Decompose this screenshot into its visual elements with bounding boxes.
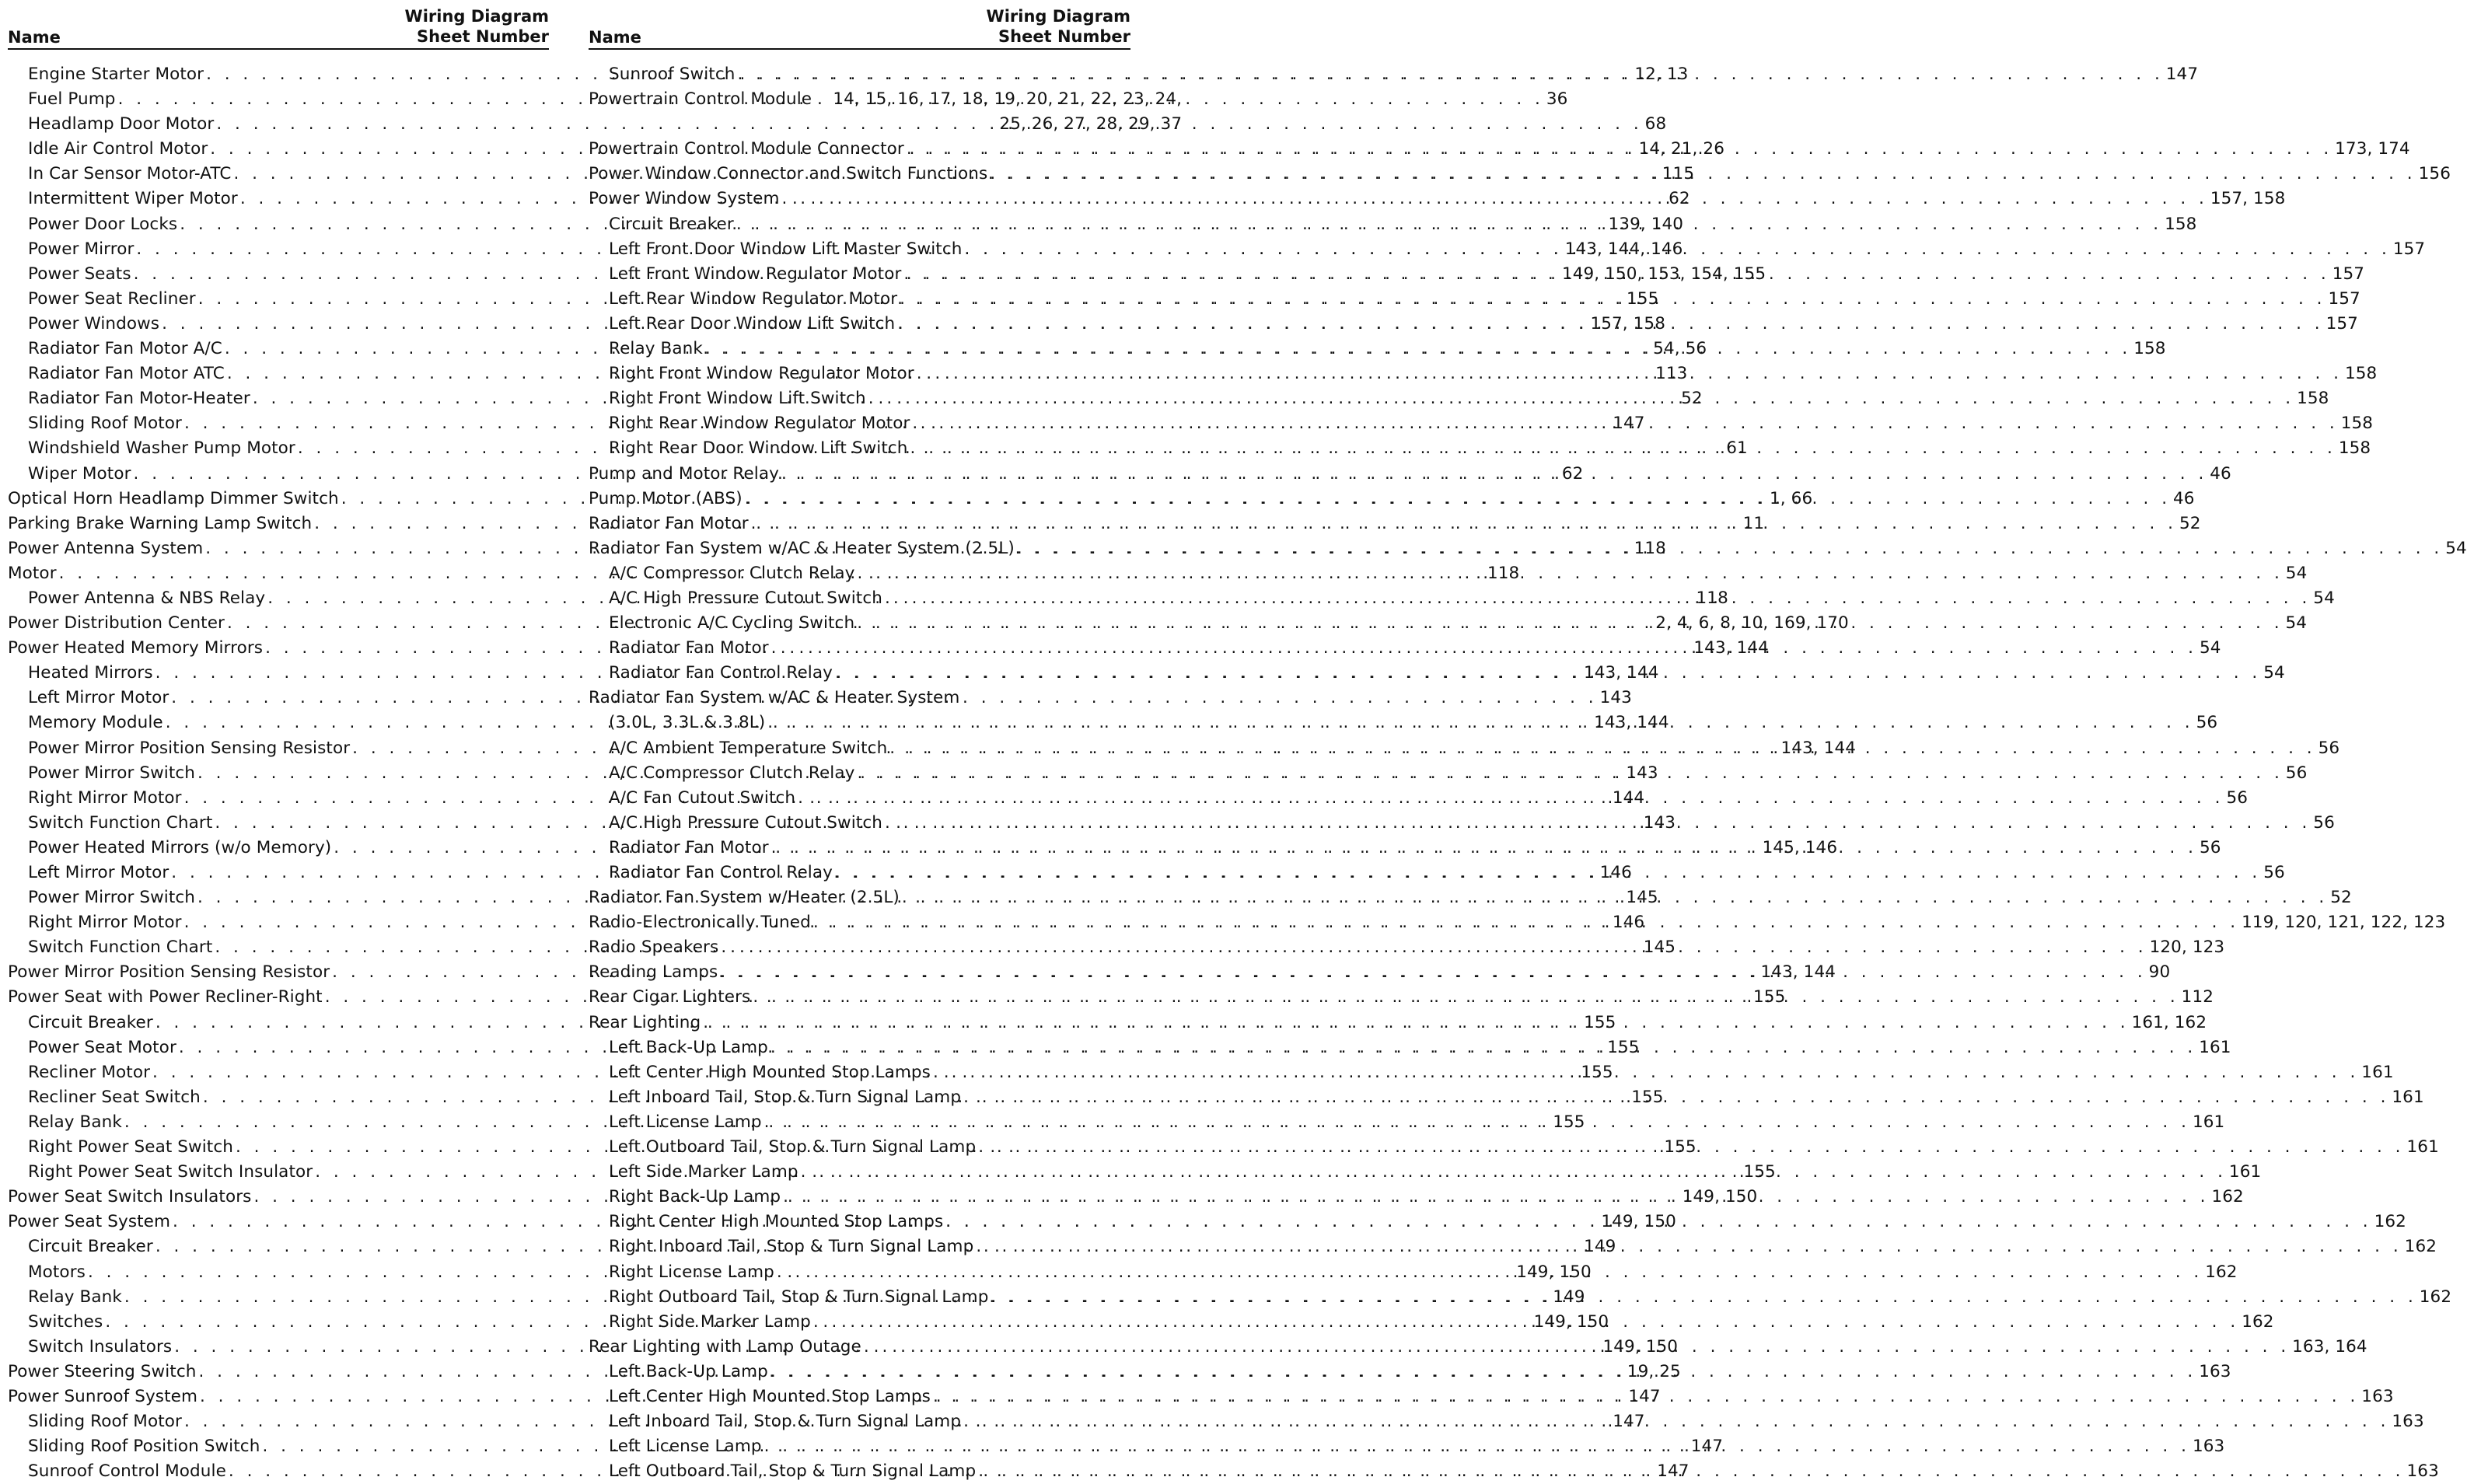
entry-name: Recliner Motor (28, 1062, 151, 1082)
entry-sheet-numbers: 52 (2179, 513, 2201, 533)
entry-sheet-numbers: 56 (2226, 787, 2248, 808)
entry-name: Powertrain Control Module Connector (589, 139, 904, 159)
entry-name: Right Front Window Lift Switch (609, 389, 866, 409)
entry-sheet-numbers: 36 (1546, 89, 1568, 110)
entry-name: Power Mirror Switch (28, 763, 195, 783)
entry-name: Right Power Seat Switch Insulator (28, 1162, 313, 1182)
entry-sheet-numbers: 158 (2297, 389, 2329, 409)
entry-name: Sliding Roof Position Switch (28, 1437, 260, 1457)
entry-sheet-numbers: 139, 140 (1608, 214, 1684, 234)
entry-name: Motor (8, 563, 57, 583)
entry-sheet-numbers: 46 (2173, 488, 2195, 508)
entry-name: Sunroof Switch (609, 65, 736, 84)
entry-sheet-numbers: 149, 150 (1516, 1262, 1592, 1282)
entry-name: Reading Lamps (589, 962, 718, 983)
entry-sheet-numbers: 163 (2406, 1461, 2439, 1482)
entry-name: Radio Speakers (589, 938, 719, 958)
entry-name: Power Mirror (28, 239, 135, 259)
leader-dots (945, 1210, 2371, 1234)
leader-dots (857, 561, 2283, 586)
entry-name: Power Window Connector and Switch Functions (589, 164, 988, 184)
leader-dots (991, 1285, 2416, 1310)
entry-sheet-numbers: 14, 15, 16, 17, 18, 19, 20, 21, 22, 23, 24, 25, 26, 27, 28, 29, 37 (833, 89, 1183, 134)
entry-name: Left Side Marker Lamp (609, 1162, 798, 1182)
entry-name: Left Center High Mounted Stop Lamps (609, 1062, 931, 1082)
entry-sheet-numbers: 155 (1753, 987, 1786, 1007)
entry-sheet-numbers: 161, 162 (2131, 1012, 2207, 1032)
leader-dots (910, 436, 2336, 461)
entry-sheet-numbers: 162 (2419, 1287, 2452, 1307)
entry-sheet-numbers: 161 (2406, 1137, 2439, 1158)
entry-sheet-numbers: 147 (1613, 1412, 1645, 1432)
leader-dots (771, 1360, 2196, 1384)
entry-sheet-numbers: 56 (2318, 738, 2340, 758)
leader-dots (897, 312, 2323, 337)
entry-sheet-numbers: 149 (1553, 1287, 1585, 1307)
entry-name: Power Antenna & NBS Relay (28, 588, 266, 608)
entry-name: Right Outboard Tail, Stop & Turn Signal Lamp (609, 1287, 989, 1307)
entry-name: A/C Fan Cutout Switch (609, 787, 796, 808)
entry-sheet-numbers: 173, 174 (2335, 139, 2410, 159)
entry-name: Right Back-Up Lamp (609, 1187, 781, 1207)
entry-name: Power Seat System (8, 1212, 171, 1232)
entry-sheet-numbers: 143, 144 (1693, 638, 1769, 658)
entry-name: (3.0L, 3.3L & 3.8L) (609, 713, 766, 733)
leader-dots (933, 1060, 2359, 1085)
leader-dots (720, 960, 2146, 985)
entry-sheet-numbers: 162 (2242, 1311, 2274, 1332)
leader-dots (963, 1085, 2389, 1110)
entry-name: Headlamp Door Motor (28, 114, 215, 134)
leader-dots (764, 1434, 2190, 1459)
leader-dots (933, 1384, 2359, 1409)
entry-sheet-numbers: 54 (2313, 588, 2335, 608)
entry-sheet-numbers: 147 (2165, 65, 2199, 84)
entry-name: In Car Sensor Motor-ATC (28, 164, 232, 184)
entry-name: Windshield Washer Pump Motor (28, 438, 295, 459)
leader-dots (798, 786, 2224, 811)
entry-name: Left Front Window Regulator Motor (609, 264, 902, 284)
leader-dots (703, 1011, 2129, 1035)
leader-dots (903, 262, 2329, 287)
entry-name: Left Outboard Tail, Stop & Turn Signal Lamp (609, 1461, 977, 1482)
entry-sheet-numbers: 90 (2148, 962, 2171, 983)
entry-name: Electronic A/C Cycling Switch (609, 613, 855, 634)
leader-dots (902, 885, 2328, 910)
entry-name: A/C High Pressure Cutout Switch (609, 588, 882, 608)
entry-name: A/C Ambient Temperature Switch (609, 738, 888, 758)
entry-sheet-numbers: 56 (2263, 863, 2285, 882)
entry-sheet-numbers: 145 (1643, 938, 1676, 958)
entry-name: Right Rear Window Regulator Motor (609, 414, 910, 434)
entry-sheet-numbers: 149, 150 (1682, 1187, 1758, 1207)
entry-sheet-numbers: 158 (2133, 339, 2166, 359)
entry-name: Power Mirror Position Sensing Resistor (28, 738, 351, 758)
entry-sheet-numbers: 143, 144 (1583, 663, 1659, 683)
entry-name: Left License Lamp (609, 1437, 762, 1457)
entry-sheet-numbers: 162 (2211, 1187, 2244, 1207)
leader-dots (978, 1459, 2404, 1484)
entry-name: Left Mirror Motor (28, 688, 169, 708)
entry-name: Switch Function Chart (28, 812, 213, 833)
entry-sheet-numbers: 157 (2325, 313, 2358, 333)
entry-name: Pump Motor (ABS) (589, 488, 743, 508)
entry-sheet-numbers: 68 (1644, 114, 1667, 134)
leader-dots (705, 337, 2131, 361)
entry-sheet-numbers: 146 (1599, 863, 1632, 882)
entry-sheet-numbers: 149, 150, 153, 154, 155 (1561, 264, 1766, 284)
entry-name: Rear Lighting (589, 1012, 701, 1032)
leader-dots (801, 1160, 2227, 1185)
entry-name: Radiator Fan System w/Heater (2.5L) (589, 888, 900, 908)
entry-sheet-numbers: 62 (1669, 189, 1690, 209)
entry-name: Relay Bank (28, 1112, 122, 1132)
leader-dots (965, 237, 2391, 262)
entry-sheet-numbers: 118 (1487, 563, 1520, 583)
entry-sheet-numbers: 52 (1681, 389, 1703, 409)
entry-sheet-numbers: 155 (1553, 1112, 1585, 1132)
entry-sheet-numbers: 118 (1634, 538, 1666, 558)
entry-name: Radiator Fan Control Relay (609, 663, 833, 683)
entry-name: A/C High Pressure Cutout Switch (609, 812, 882, 833)
entry-name: Switches (28, 1311, 103, 1332)
entry-sheet-numbers: 157, 158 (2210, 189, 2286, 209)
entry-name: Left Rear Door Window Lift Switch (609, 313, 896, 333)
entry-sheet-numbers: 112 (2181, 987, 2214, 1007)
entry-sheet-numbers: 46 (2210, 463, 2231, 484)
entry-name: Power Heated Mirrors (w/o Memory) (28, 837, 332, 857)
entry-sheet-numbers: 143 (1599, 688, 1632, 708)
entry-name: Radiator Fan Control Relay (609, 863, 833, 882)
entry-name: Power Sunroof System (8, 1386, 197, 1406)
entry-name: Intermittent Wiper Motor (28, 189, 238, 209)
entry-sheet-numbers: 157, 158 (1590, 313, 1665, 333)
entry-sheet-numbers: 54 (2285, 613, 2308, 634)
entry-sheet-numbers: 56 (2285, 763, 2308, 783)
entry-name: Relay Bank (28, 1287, 122, 1307)
entry-sheet-numbers: 12, 13 (1634, 65, 1689, 84)
leader-dots (917, 361, 2343, 386)
leader-dots (753, 985, 2179, 1010)
leader-dots (781, 462, 2207, 487)
entry-sheet-numbers: 155 (1584, 1012, 1616, 1032)
entry-sheet-numbers: 54, 56 (1653, 339, 1707, 359)
entry-name: Radiator Fan Motor (609, 837, 769, 857)
leader-dots (868, 386, 2294, 411)
leader-dots (976, 1234, 2402, 1259)
entry-name: Power Window System (589, 189, 780, 209)
entry-name: Relay Bank (609, 339, 703, 359)
entry-sheet-numbers: 163, 164 (2292, 1336, 2367, 1357)
entry-sheet-numbers: 155 (1607, 1037, 1640, 1057)
entry-sheet-numbers: 161 (2361, 1062, 2394, 1082)
leader-dots (764, 1110, 2190, 1135)
leader-dots (857, 761, 2283, 786)
sheet-header-line2: Sheet Number (998, 27, 1130, 46)
entry-sheet-numbers: 147 (1690, 1437, 1724, 1457)
entry-name: Radiator Fan Motor ATC (28, 364, 225, 384)
name-header: Name (589, 28, 641, 47)
entry-name: Radiator Fan System w/AC & Heater System (2.5L) (589, 538, 1015, 558)
entry-sheet-numbers: 147 (1657, 1461, 1690, 1482)
entry-sheet-numbers: 143, 144 (1760, 962, 1836, 983)
entry-name: Power Seat Recliner (28, 288, 196, 309)
entry-name: Power Door Locks (28, 214, 178, 234)
entry-name: Engine Starter Motor (28, 65, 204, 84)
entry-name: Circuit Breaker (609, 214, 734, 234)
entry-name: Right Power Seat Switch (28, 1137, 233, 1158)
leader-dots (835, 661, 2261, 686)
entry-sheet-numbers: 155 (1664, 1137, 1696, 1158)
entry-sheet-numbers: 156 (2418, 164, 2451, 184)
entry-name: Right Front Window Regulator Motor (609, 364, 914, 384)
entry-name: Pump and Motor Relay (589, 463, 779, 484)
entry-name: Power Seats (28, 264, 131, 284)
entry-sheet-numbers: 158 (2338, 438, 2371, 459)
entry-sheet-numbers: 162 (2374, 1212, 2406, 1232)
entry-sheet-numbers: 2, 4, 6, 8, 10, 169, 170 (1655, 613, 1849, 634)
entry-name: Left Back-Up Lamp (609, 1361, 768, 1381)
entry-name: Right Mirror Motor (28, 913, 182, 933)
entry-name: Power Mirror Position Sensing Resistor (8, 962, 330, 983)
entry-name: Recliner Seat Switch (28, 1087, 201, 1107)
entry-sheet-numbers: 61 (1726, 438, 1748, 459)
leader-dots (813, 1310, 2239, 1335)
leader-dots (889, 736, 2315, 761)
index-entry (589, 686, 1130, 711)
leader-dots (771, 636, 2197, 661)
entry-sheet-numbers: 56 (2199, 837, 2221, 857)
leader-dots (864, 1335, 2290, 1360)
entry-sheet-numbers: 56 (2313, 812, 2335, 833)
sheet-number-header (405, 6, 549, 47)
entry-sheet-numbers: 1, 66 (1770, 488, 1813, 508)
entry-name: Left Front Door Window Lift Master Switch (609, 239, 963, 259)
entry-sheet-numbers: 62 (1561, 463, 1584, 484)
entry-sheet-numbers: 158 (2345, 364, 2378, 384)
entry-sheet-numbers: 56 (2196, 713, 2218, 733)
leader-dots (963, 1409, 2389, 1434)
entry-name: Sliding Roof Motor (28, 414, 182, 434)
leader-dots (907, 137, 2332, 162)
entry-name: Power Heated Memory Mirrors (8, 638, 264, 658)
entry-name: Left Outboard Tail, Stop & Turn Signal Lamp (609, 1137, 977, 1158)
entry-name: A/C Compressor Clutch Relay (609, 563, 855, 583)
entry-sheet-numbers: 163 (2361, 1386, 2394, 1406)
entry-sheet-numbers: 143, 144 (1780, 738, 1857, 758)
leader-dots (745, 487, 2171, 512)
leader-dots (1017, 536, 2443, 561)
entry-sheet-numbers: 119, 120, 121, 122, 123 (2242, 913, 2446, 933)
entry-name: Radiator Fan Motor A/C (28, 339, 222, 359)
leader-dots (737, 62, 2163, 87)
entry-name: Right Inboard Tail, Stop & Turn Signal Lamp (609, 1237, 974, 1257)
entry-name: Right Rear Door Window Lift Switch (609, 438, 908, 459)
entry-name: Right License Lamp (609, 1262, 774, 1282)
entry-name: Circuit Breaker (28, 1012, 153, 1032)
entry-name: Right Mirror Motor (28, 787, 182, 808)
entry-sheet-numbers: 11 (1742, 513, 1765, 533)
leader-dots (912, 411, 2338, 436)
entry-name: Left Mirror Motor (28, 863, 169, 882)
entry-sheet-numbers: 14, 21, 26 (1638, 139, 1724, 159)
sheet-header-line2: Sheet Number (417, 27, 549, 46)
sheet-header-line1: Wiring Diagram (986, 7, 1130, 26)
entry-sheet-numbers: 145 (1626, 888, 1658, 908)
entry-sheet-numbers: 144 (1612, 787, 1645, 808)
entry-name: Left Center High Mounted Stop Lamps (609, 1386, 931, 1406)
entry-name: Power Windows (28, 313, 160, 333)
leader-dots (978, 1135, 2404, 1160)
entry-name: Left Back-Up Lamp (609, 1037, 768, 1057)
entry-name: Left Rear Window Regulator Motor (609, 288, 898, 309)
entry-sheet-numbers: 161 (2192, 1112, 2225, 1132)
entry-name: Sunroof Control Module (28, 1461, 226, 1482)
index-entry (589, 87, 1183, 137)
entry-sheet-numbers: 54 (2445, 538, 2467, 558)
entry-name: Right Center High Mounted Stop Lamps (609, 1212, 944, 1232)
entry-name: Radiator Fan Motor (589, 513, 749, 533)
leader-dots (857, 611, 2283, 636)
entry-sheet-numbers: 163 (2199, 1361, 2231, 1381)
entry-name: Radio-Electronically Tuned (589, 913, 811, 933)
leader-dots (835, 861, 2261, 885)
entry-name: Wiper Motor (28, 463, 131, 484)
entry-name: Heated Mirrors (28, 663, 153, 683)
entry-name: Left Inboard Tail, Stop & Turn Signal Lamp (609, 1087, 962, 1107)
entry-name: Rear Cigar Lighters (589, 987, 751, 1007)
entry-name: Optical Horn Headlamp Dimmer Switch (8, 488, 339, 508)
entry-name: Left License Lamp (609, 1112, 762, 1132)
entry-sheet-numbers: 163 (2392, 1412, 2424, 1432)
entry-name: Powertrain Control Module (589, 89, 812, 110)
leader-dots (771, 836, 2197, 861)
entry-name: Motors (28, 1262, 86, 1282)
entry-name: Power Seat Switch Insulators (8, 1187, 252, 1207)
entry-sheet-numbers: 115 (1662, 164, 1695, 184)
leader-dots (721, 935, 2147, 960)
column-header (589, 8, 1130, 50)
entry-sheet-numbers: 149, 150 (1533, 1311, 1609, 1332)
entry-sheet-numbers: 158 (2165, 214, 2197, 234)
leader-dots (751, 512, 2177, 536)
entry-name: Radiator Fan Motor (609, 638, 769, 658)
entry-sheet-numbers: 146 (1612, 913, 1645, 933)
entry-sheet-numbers: 162 (2205, 1262, 2238, 1282)
entry-sheet-numbers: 143, 144 (1594, 713, 1669, 733)
sheet-header-line1: Wiring Diagram (404, 7, 549, 26)
leader-dots (885, 811, 2311, 836)
entry-sheet-numbers: 54 (2263, 663, 2285, 683)
leader-dots (736, 212, 2162, 237)
entry-sheet-numbers: 161 (2392, 1087, 2424, 1107)
entry-sheet-numbers: 163 (2192, 1437, 2225, 1457)
entry-sheet-numbers: 143, 144, 146 (1564, 239, 1683, 259)
entry-name: Power Distribution Center (8, 613, 225, 634)
entry-name: Parking Brake Warning Lamp Switch (8, 513, 313, 533)
sheet-number-header (987, 6, 1130, 47)
entry-name: Power Mirror Switch (28, 888, 195, 908)
entry-name: Power Antenna System (8, 538, 204, 558)
entry-name: Memory Module (28, 713, 163, 733)
entry-name: Fuel Pump (28, 89, 116, 110)
leader-dots (900, 287, 2325, 312)
leader-dots (782, 187, 2208, 211)
entry-sheet-numbers: 155 (1631, 1087, 1664, 1107)
leader-dots (813, 910, 2239, 935)
entry-name: Power Seat with Power Recliner-Right (8, 987, 323, 1007)
entry-sheet-numbers: 120, 123 (2149, 938, 2225, 958)
entry-sheet-numbers: 118 (1696, 588, 1728, 608)
entry-sheet-numbers: 157 (2328, 288, 2360, 309)
entry-sheet-numbers: 54 (2199, 638, 2221, 658)
entry-name: Radiator Fan System w/AC & Heater System (589, 688, 960, 708)
entry-name: Radiator Fan Motor-Heater (28, 389, 250, 409)
entry-name: Left Inboard Tail, Stop & Turn Signal Lamp (609, 1412, 962, 1432)
entry-name: Power Seat Motor (28, 1037, 176, 1057)
column-header (8, 8, 549, 50)
entry-sheet-numbers: 145, 146 (1762, 837, 1838, 857)
entry-sheet-numbers: 161 (2199, 1037, 2231, 1057)
leader-dots (777, 1260, 2203, 1285)
entry-name: Idle Air Control Motor (28, 139, 208, 159)
entry-sheet-numbers: 149, 150 (1602, 1336, 1679, 1357)
entry-name: Switch Function Chart (28, 938, 213, 958)
entry-sheet-numbers: 19, 25 (1627, 1361, 1681, 1381)
name-header: Name (8, 28, 61, 47)
leader-dots (783, 1185, 2209, 1210)
entry-name: Sliding Roof Motor (28, 1412, 182, 1432)
entry-sheet-numbers: 54 (2285, 563, 2308, 583)
entry-sheet-numbers: 149, 150 (1601, 1212, 1676, 1232)
entry-name: Power Steering Switch (8, 1361, 197, 1381)
entry-sheet-numbers: 157 (2392, 239, 2426, 259)
entry-sheet-numbers: 155 (1743, 1162, 1776, 1182)
entry-name: Rear Lighting with Lamp Outage (589, 1336, 861, 1357)
entry-name: Switch Insulators (28, 1336, 173, 1357)
entry-sheet-numbers: 113 (1655, 364, 1688, 384)
entry-sheet-numbers: 149 (1584, 1237, 1616, 1257)
entry-sheet-numbers: 162 (2404, 1237, 2437, 1257)
entry-sheet-numbers: 52 (2330, 888, 2352, 908)
entry-sheet-numbers: 157 (2332, 264, 2365, 284)
entry-sheet-numbers: 161 (2228, 1162, 2262, 1182)
leader-dots (990, 162, 2416, 187)
entry-sheet-numbers: 155 (1627, 288, 1659, 309)
entry-sheet-numbers: 158 (2340, 414, 2374, 434)
leader-dots (885, 586, 2311, 611)
entry-name: Right Side Marker Lamp (609, 1311, 811, 1332)
entry-sheet-numbers: 143 (1626, 763, 1658, 783)
entry-sheet-numbers: 155 (1581, 1062, 1613, 1082)
entry-name: Circuit Breaker (28, 1237, 153, 1257)
leader-dots (771, 1035, 2196, 1060)
index-entry (8, 112, 1667, 137)
entry-sheet-numbers: 143 (1643, 812, 1676, 833)
entry-name: A/C Compressor Clutch Relay (609, 763, 855, 783)
entry-sheet-numbers: 147 (1628, 1386, 1661, 1406)
leader-dots (767, 711, 2193, 735)
entry-sheet-numbers: 147 (1613, 414, 1645, 434)
